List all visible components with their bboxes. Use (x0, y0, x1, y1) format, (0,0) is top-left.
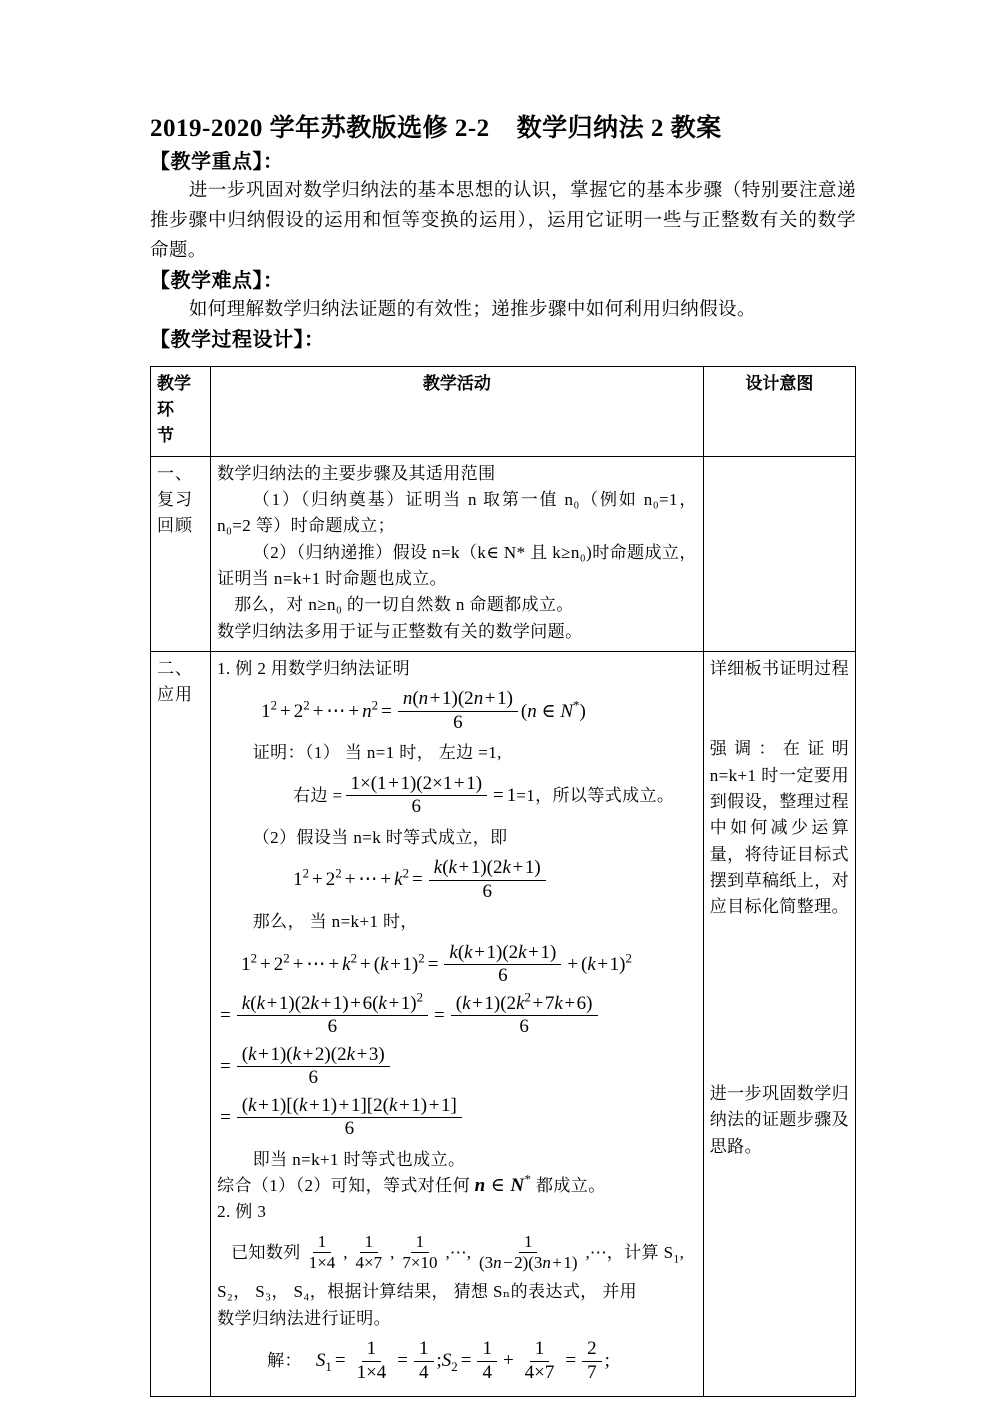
right-side-equals: = (493, 784, 504, 806)
table-header-row (151, 366, 856, 456)
seq-term-1-num: 1 (313, 1233, 332, 1253)
solution-s2-term2-den: 4×7 (524, 1361, 555, 1383)
right-side-label: 右边 = (293, 786, 343, 806)
row1-activity-cell (211, 456, 704, 651)
solution-s2-value-num: 2 (582, 1339, 602, 1362)
solution-s2-term2-num: 1 (530, 1339, 550, 1362)
eq4-equals-2: = (434, 1004, 445, 1026)
eq1-denominator: 6 (453, 711, 463, 733)
solution-s1-equals-2: = (397, 1350, 408, 1372)
header-stage-line2: 节 (157, 426, 174, 446)
solution-s1-value-fraction (414, 1339, 434, 1383)
seq-term-1 (304, 1233, 341, 1273)
eq4b-denominator: 6 (519, 1016, 529, 1038)
seq-comma-5: , (585, 1242, 590, 1262)
eq3-equals: = (427, 953, 439, 975)
solution-s2-term1-den: 4 (482, 1361, 492, 1383)
intent-spacer-1 (710, 682, 849, 736)
equation-4 (217, 989, 697, 1038)
eq2-fraction (429, 858, 546, 902)
eq4a-numerator: k(k + 1)(2k + 1) + 6(k + 1)$^2$ (237, 994, 428, 1017)
row1-intent-cell (703, 456, 855, 651)
conclusion-all-post: 都成立。 (531, 1176, 606, 1195)
row1-activity-line-5: 数学归纳法多用于证与正整数有关的数学问题。 (217, 621, 583, 641)
row2-stage-line-1: 二、 (157, 659, 193, 679)
solution-s1-equals-1: = (334, 1350, 346, 1372)
conclusion-all-pre: 综合（1）（2）可知，等式对任何 (217, 1176, 475, 1195)
eq4b-numerator: (k + $1)(2k^2$ + 7k + 6) (451, 994, 598, 1017)
difficulties-paragraph: 如何理解数学归纳法证题的有效性；递推步骤中如何利用归纳假设。 (188, 299, 756, 320)
eq5-equals: = (220, 1055, 231, 1077)
eq2-lhs: $1^2 + 2^2$ + ⋯ + $k^2$ (293, 865, 410, 891)
solution-s1-num: 1 (362, 1339, 382, 1362)
eq3-fraction (444, 943, 561, 987)
equation-1 (261, 689, 697, 733)
header-cell-activity: 教学活动 (211, 366, 704, 456)
eq2-equals: = (412, 869, 423, 891)
solution-s2-equals-2: = (565, 1350, 577, 1372)
eq1-domain: (n ∈ N*) (520, 697, 586, 722)
solution-label: 解： (267, 1351, 302, 1371)
section-heading-process-design: 【教学过程设计】： (150, 328, 325, 351)
seq-term-1-den: 1×4 (308, 1253, 336, 1273)
row2-intent-cell (703, 652, 855, 1397)
seq-comma-2: , (390, 1242, 395, 1262)
solution-s1-fraction (352, 1339, 392, 1383)
table-row (151, 652, 856, 1397)
right-side-denominator: 6 (411, 796, 422, 818)
section-heading-difficulties: 【教学难点】： (150, 269, 284, 292)
eq2-numerator: k(k + 1)(2k + 1) (429, 858, 546, 881)
eq4a-fraction (237, 989, 428, 1038)
eq6-fraction (237, 1096, 462, 1140)
eq3-denominator: 6 (498, 965, 508, 987)
solution-s1-value-den: 4 (419, 1361, 429, 1383)
ex3-prefix: 已知数列 (231, 1242, 301, 1262)
row2-activity-cell (211, 652, 704, 1397)
row1-activity-line-2: （1）（归纳奠基）证明当 n 取第一值 n₀（例如 n₀=1， n₀=2 等）时命题成立； (217, 490, 697, 536)
solution-s2-equals-1: = (460, 1350, 472, 1372)
lesson-plan-table (150, 366, 856, 1398)
eq6-equals: = (220, 1106, 231, 1128)
example2-heading: 1. 例 2 用数学归纳法证明 (217, 659, 411, 679)
eq5-fraction (237, 1045, 390, 1089)
solution-line (267, 1339, 697, 1383)
solution-s2-plus: + (502, 1350, 514, 1372)
intent-spacer-2 (710, 921, 849, 1081)
row1-stage-line-2: 复习 (157, 490, 193, 509)
seq-term-n-den: (3n − 2)(3n + 1) (478, 1253, 578, 1273)
seq-ellipsis-2: ⋯ (589, 1242, 607, 1262)
right-side-fraction (346, 774, 488, 818)
solution-s2-term2 (520, 1339, 560, 1383)
seq-term-n (474, 1233, 583, 1273)
header-cell-intent: 设计意图 (703, 366, 855, 456)
equation-right-side (293, 774, 697, 818)
solution-s1-value-num: 1 (414, 1339, 434, 1362)
page-title: 2019-2020 学年苏教版选修 2-2 数学归纳法 2 教案 (150, 115, 722, 142)
intent-note-3: 进一步巩固数学归纳法的证题步骤及思路。 (709, 1083, 849, 1156)
seq-term-3 (397, 1233, 442, 1273)
eq4b-fraction (451, 989, 598, 1038)
eq3-numerator: k(k + 1)(2k + 1) (444, 943, 561, 966)
eq2-denominator: 6 (482, 880, 492, 902)
conclusion-all-symbol: n ∈ N* (474, 1171, 532, 1196)
equation-5 (217, 1045, 697, 1089)
key-points-paragraph: 进一步巩固对数学归纳法的基本思想的认识，掌握它的基本步骤（特别要注意递推步骤中归纳假设的运用和恒等变换的运用），运用它证明一些与正整数有关的数学命题。 (150, 180, 856, 261)
then-label: 那么， 当 n=k+1 时， (252, 912, 418, 932)
section-heading-key-points: 【教学重点】： (150, 150, 284, 173)
seq-term-2-den: 4×7 (355, 1253, 383, 1273)
eq1-fraction (398, 689, 518, 733)
eq4a-denominator: 6 (327, 1016, 338, 1038)
equation-2 (293, 858, 697, 902)
ex3-calc-label: ，计算 $S_1$, (606, 1242, 685, 1266)
proof-step1-label: 证明：（1） 当 n=1 时， 左边 =1, (252, 743, 502, 763)
example3-line-2: S₂， S₃， S₄，根据计算结果， 猜想 Sₙ的表达式， 并用 (217, 1282, 638, 1302)
solution-separator-1: ; (436, 1350, 442, 1372)
equation-6 (217, 1096, 697, 1140)
table-row (151, 456, 856, 651)
seq-term-3-num: 1 (411, 1233, 430, 1253)
solution-separator-2: ; (604, 1350, 610, 1372)
example3-heading: 2. 例 3 (217, 1202, 267, 1222)
solution-s2-term1 (477, 1339, 497, 1383)
proof-step2-label: （2）假设当 n=k 时等式成立，即 (252, 827, 508, 847)
solution-s1-den: 1×4 (356, 1361, 387, 1383)
eq1-numerator: n(n + 1)(2n + 1) (398, 689, 518, 712)
seq-ellipsis-1: ⋯ (449, 1242, 467, 1262)
row1-stage-line-1: 一、 (157, 463, 193, 483)
row1-activity-line-3: （2）（归纳递推）假设 n=k（k∈ N* 且 k≥n₀)时命题成立，证明当 n=k+1 时命题也成立。 (217, 542, 697, 589)
row1-stage-line-3: 回顾 (157, 516, 193, 536)
row2-stage-cell (151, 652, 211, 1397)
solution-s2-term1-num: 1 (477, 1339, 497, 1362)
row1-stage-cell (151, 456, 211, 651)
conclusion-step-label: 即当 n=k+1 时等式也成立。 (252, 1149, 466, 1169)
eq5-numerator: (k + 1)(k + 2)(2k + 3) (237, 1045, 390, 1068)
solution-s2-label: $S_2$ (441, 1350, 458, 1375)
solution-s1-label: $S_1$ (315, 1350, 332, 1375)
seq-comma-4: , (466, 1242, 471, 1262)
eq5-denominator: 6 (308, 1067, 319, 1089)
seq-term-2-num: 1 (360, 1233, 379, 1253)
seq-comma-3: , (445, 1242, 450, 1262)
row1-activity-line-1: 数学归纳法的主要步骤及其适用范围 (217, 463, 496, 483)
equation-3 (241, 943, 697, 987)
eq3-lhs: $1^2 + 2^2$ + ⋯ + $k^2 + (k$ + 1)$^2$ (241, 950, 425, 975)
right-side-value: 1 (506, 784, 517, 806)
document-content (150, 112, 856, 1397)
example3-sequence-line (231, 1233, 697, 1273)
row1-activity-line-4: 那么，对 n≥n₀ 的一切自然数 n 命题都成立。 (234, 595, 574, 615)
intent-note-1: 详细板书证明过程 (709, 659, 849, 679)
eq3-tail: + (k + 1)$^2$ (567, 950, 632, 975)
conclusion-all-line (217, 1173, 697, 1199)
seq-term-3-den: 7×10 (402, 1253, 438, 1273)
eq6-denominator: 6 (344, 1118, 355, 1140)
row2-stage-line-2: 应用 (157, 685, 193, 705)
right-side-numerator: 1×(1 + 1)(2×1 + 1) (346, 774, 488, 797)
solution-s2-value-den: 7 (587, 1361, 597, 1383)
seq-comma-1: , (343, 1242, 348, 1262)
eq4-equals-1: = (220, 1004, 231, 1026)
intent-note-2: 强调：在证明 n=k+1 时一定要用到假设，整理过程中如何减少运算量，将待证目标式摆到草稿纸上，对应目标化简整理。 (709, 739, 849, 917)
seq-term-n-num: 1 (519, 1233, 538, 1253)
example3-line-3: 数学归纳法进行证明。 (217, 1308, 392, 1328)
right-side-tail: =1，所以等式成立。 (516, 786, 675, 806)
header-cell-stage (151, 366, 211, 456)
solution-s2-value-fraction (582, 1339, 602, 1383)
eq1-lhs: $1^2 + 2^2$ + ⋯ + $n^2$ (261, 697, 379, 722)
eq6-numerator: (k + 1)[(k + 1) + 1][2(k + 1) + 1] (237, 1096, 462, 1119)
header-stage-line1: 教学环 (157, 373, 191, 419)
eq1-equals: = (381, 700, 392, 722)
seq-term-2 (351, 1233, 388, 1273)
